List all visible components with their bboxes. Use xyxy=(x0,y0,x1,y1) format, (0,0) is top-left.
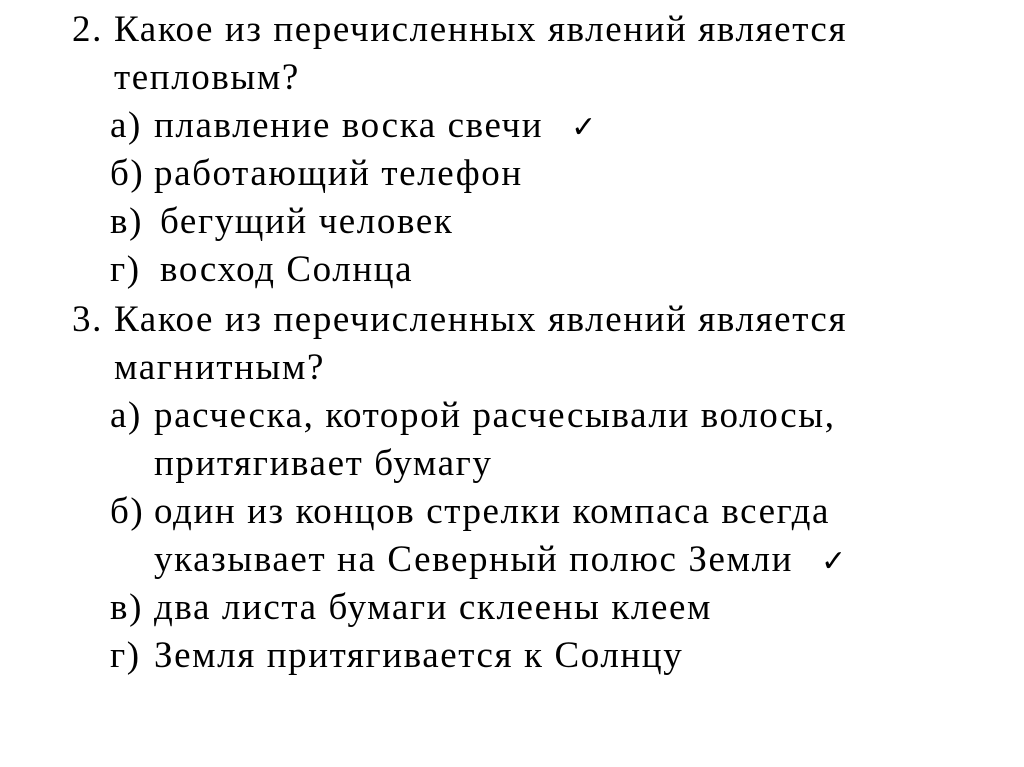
question-2-text-continued: тепловым? xyxy=(114,57,300,98)
option-text: бегущий человек xyxy=(160,201,454,242)
option-text: Земля притягивается к Солнцу xyxy=(154,635,684,676)
option-letter: г) xyxy=(110,249,141,290)
question-3-text: Какое из перечисленных явлений является xyxy=(114,299,848,340)
option-text: расческа, которой расчесывали волосы, xyxy=(154,395,836,436)
option-text: два листа бумаги склеены клеем xyxy=(154,587,713,628)
option-letter: г) xyxy=(110,635,141,676)
option-letter: в) xyxy=(110,201,143,242)
option-text: один из концов стрелки компаса всегда xyxy=(154,491,831,532)
option-text: восход Солнца xyxy=(160,249,414,290)
checkmark-icon: ✓ xyxy=(571,110,598,145)
question-2-number: 2. xyxy=(72,9,103,50)
option-letter: б) xyxy=(110,491,145,532)
option-letter: а) xyxy=(110,105,142,146)
option-letter: а) xyxy=(110,395,142,436)
question-3-number: 3. xyxy=(72,299,103,340)
option-text: плавление воска свечи ✓ xyxy=(154,102,598,152)
option-text-continued: указывает на Северный полюс Земли ✓ xyxy=(154,536,848,586)
option-text: работающий телефон xyxy=(154,153,523,194)
option-letter: в) xyxy=(110,587,143,628)
question-2-text: Какое из перечисленных явлений является xyxy=(114,9,848,50)
option-text-continued: притягивает бумагу xyxy=(154,443,493,484)
checkmark-icon: ✓ xyxy=(821,544,848,579)
option-letter: б) xyxy=(110,153,145,194)
question-3-text-continued: магнитным? xyxy=(114,347,326,388)
